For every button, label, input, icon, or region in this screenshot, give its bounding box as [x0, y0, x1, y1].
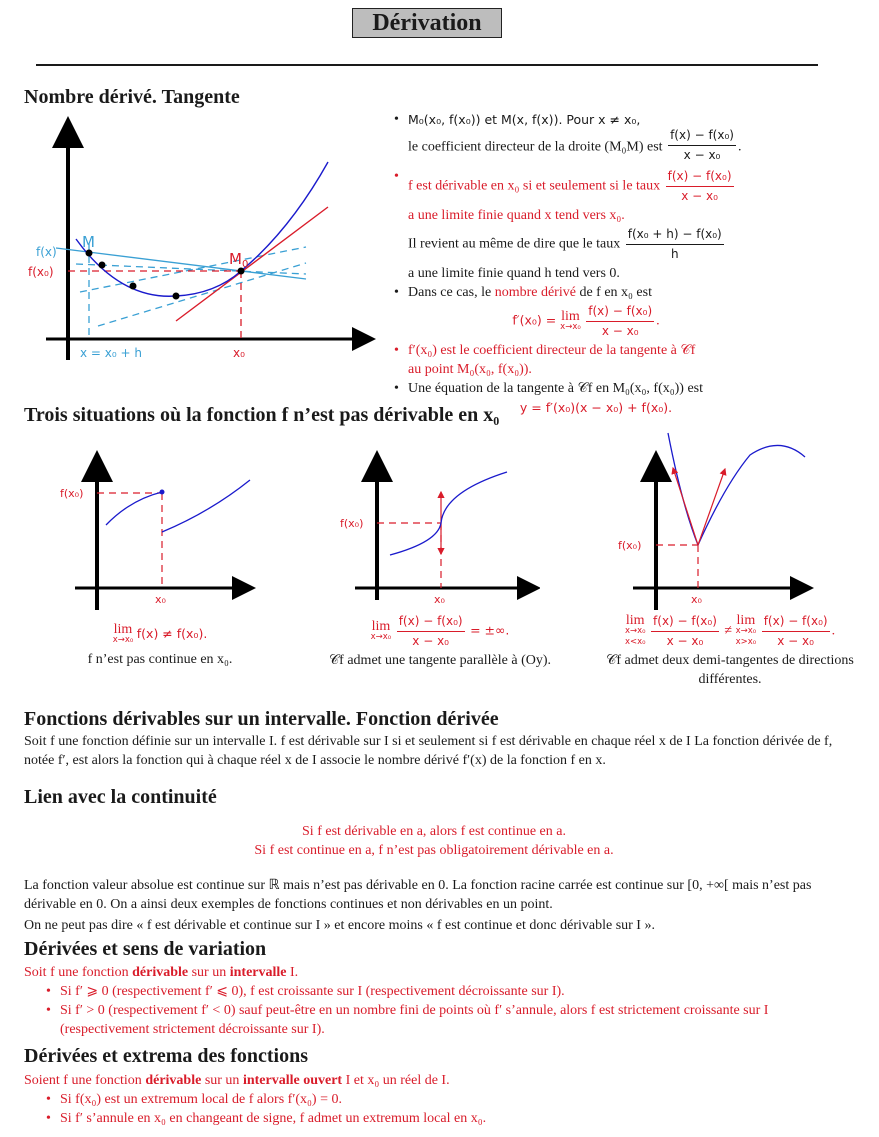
section-heading-fonctions-derivables: Fonctions dérivables sur un intervalle. Fonction dérivée	[24, 708, 499, 730]
case3-half-tangents-figure	[600, 425, 830, 610]
continuity-remark: On ne peut pas dire « f est dérivable et continue sur I » et encore moins « f est continue et donc dérivable sur I ».	[24, 918, 655, 933]
variation-bullet: • Si f′ ⩾ 0 (respectivement f′ ⩽ 0), f est croissante sur I (respectivement décroissante sur I).	[46, 982, 854, 1001]
section3-body: Soit f une fonction définie sur un intervalle I. f est dérivable sur I si et seulement si f est dérivable en chaque réel x de I La fonction dérivée de f, notée f′, est alors la fonction qui à chaque réel x de I associe le nombre dérivé f′(x) de la fonction f en x.	[24, 734, 833, 768]
label-x0: x₀	[233, 346, 245, 360]
svg-text:x₀: x₀	[155, 593, 166, 606]
case1-discontinuity-figure	[60, 450, 260, 620]
label-x-h: x = x₀ + h	[80, 346, 142, 360]
section-heading-nombre-derive: Nombre dérivé. Tangente	[24, 86, 240, 108]
section-heading-trois-situations: Trois situations où la fonction f n’est pas dérivable en x₀	[24, 404, 500, 426]
svg-text:f(x₀): f(x₀)	[340, 517, 364, 530]
bullet-nombre-derive: • Dans ce cas, le nombre dérivé de f en x₀ est f′(x₀) = lim x→x₀ $\frac{\text{f(x) − f(x₀)}}{\text{x − x₀}}$ .	[394, 283, 824, 341]
svg-text:x₀: x₀	[691, 593, 702, 606]
bullet-equation-tangente: • Une équation de la tangente à 𝒞f en M₀(x₀, f(x₀)) est y = f′(x₀)(x − x₀) + f(x₀).	[394, 379, 824, 417]
label-M: M	[82, 233, 95, 251]
svg-text:f(x₀): f(x₀)	[60, 487, 84, 500]
label-fx0: f(x₀)	[28, 265, 54, 279]
bullet-points-definition: • M₀(x₀, f(x₀)) et M(x, f(x)). Pour x ≠ x₀, le coefficient directeur de la droite (M₀M) est $\frac{\text{f(x) − f(x₀)}}{\text{x − x₀}}$ .	[394, 110, 824, 165]
case2-vertical-tangent-figure	[320, 450, 540, 610]
label-fx: f(x)	[36, 245, 57, 259]
section-heading-sens-variation: Dérivées et sens de variation	[24, 938, 267, 960]
extrema-theorem: Soient f une fonction dérivable sur un intervalle ouvert I et x₀ un réel de I. • Si f(x₀) est un extremum local de f alors f′(x₀) = 0. • Si f′ s’annule en x₀ en changeant de signe, f admet un extremum local en x₀.	[24, 1071, 854, 1128]
case1-caption: lim x→x₀ f(x) ≠ f(x₀). f n’est pas continue en x₀.	[87, 622, 233, 667]
section-heading-extrema: Dérivées et extrema des fonctions	[24, 1045, 308, 1067]
extrema-bullet: • Si f(x₀) est un extremum local de f alors f′(x₀) = 0.	[46, 1090, 854, 1109]
case3-caption: lim x→x₀ x<x₀ $\frac{\text{f(x) − f(x₀)}}{\text{x − x₀}}$ ≠ lim x→x₀ x>x₀ $\frac{\text{f(x) − f(x₀)}}{\text{x − x₀}}$ . 𝒞f admet deux demi-tangentes de directions différentes.	[606, 613, 854, 687]
extrema-bullet: • Si f′ s’annule en x₀ en changeant de signe, f admet un extremum local en x₀.	[46, 1109, 854, 1128]
continuity-examples: La fonction valeur absolue est continue sur ℝ mais n’est pas dérivable en 0. La fonction racine carrée est continue sur [0, +∞[ mais n’est pas dérivable en 0. On a ainsi deux exemples de fonctions continues et non dérivables en un point.	[24, 878, 812, 912]
svg-text:x₀: x₀	[434, 593, 445, 606]
derivative-definition-list	[394, 110, 824, 417]
bullet-coefficient-directeur: • f′(x₀) est le coefficient directeur de la tangente à 𝒞f au point M₀(x₀, f(x₀)).	[394, 341, 824, 379]
label-M0: $M_0$	[229, 250, 249, 270]
bullet-derivable-condition: • f est dérivable en x₀ si et seulement si le taux $\frac{\text{f(x) − f(x₀)}}{\text{x − x₀}}$ a une limite finie quand x tend vers x₀. Il revient au même de dire que le taux $\frac{\text{f(x₀ + h) − f(x₀)}}{h}$ a une limite finie quand h tend vers 0.	[394, 167, 824, 283]
tangent-figure	[0, 110, 380, 370]
variation-theorem: Soit f une fonction dérivable sur un intervalle I. • Si f′ ⩾ 0 (respectivement f′ ⩽ 0), f est croissante sur I (respectivement décroissante sur I). • Si f′ > 0 (respectivement f′ < 0) sauf peut-être en un nombre fini de points où f′ s’annule, alors f est strictement croissante sur I (respectivement strictement décroissante sur I).	[24, 963, 854, 1039]
title-divider	[36, 64, 818, 66]
svg-text:f(x₀): f(x₀)	[618, 539, 642, 552]
variation-bullet: • Si f′ > 0 (respectivement f′ < 0) sauf peut-être en un nombre fini de points où f′ s’annule, alors f est strictement croissante sur I (respectivement strictement décroissante sur I).	[46, 1001, 854, 1039]
case2-caption: lim x→x₀ $\frac{\text{f(x) − f(x₀)}}{\text{x − x₀}}$ = ±∞. 𝒞f admet une tangente parallèle à (Oy).	[328, 614, 552, 668]
section-heading-continuite: Lien avec la continuité	[24, 786, 217, 808]
page-title: Dérivation	[352, 8, 502, 38]
continuity-theorem: Si f est dérivable en a, alors f est continue en a. Si f est continue en a, f n’est pas obligatoirement dérivable en a.	[254, 824, 614, 858]
